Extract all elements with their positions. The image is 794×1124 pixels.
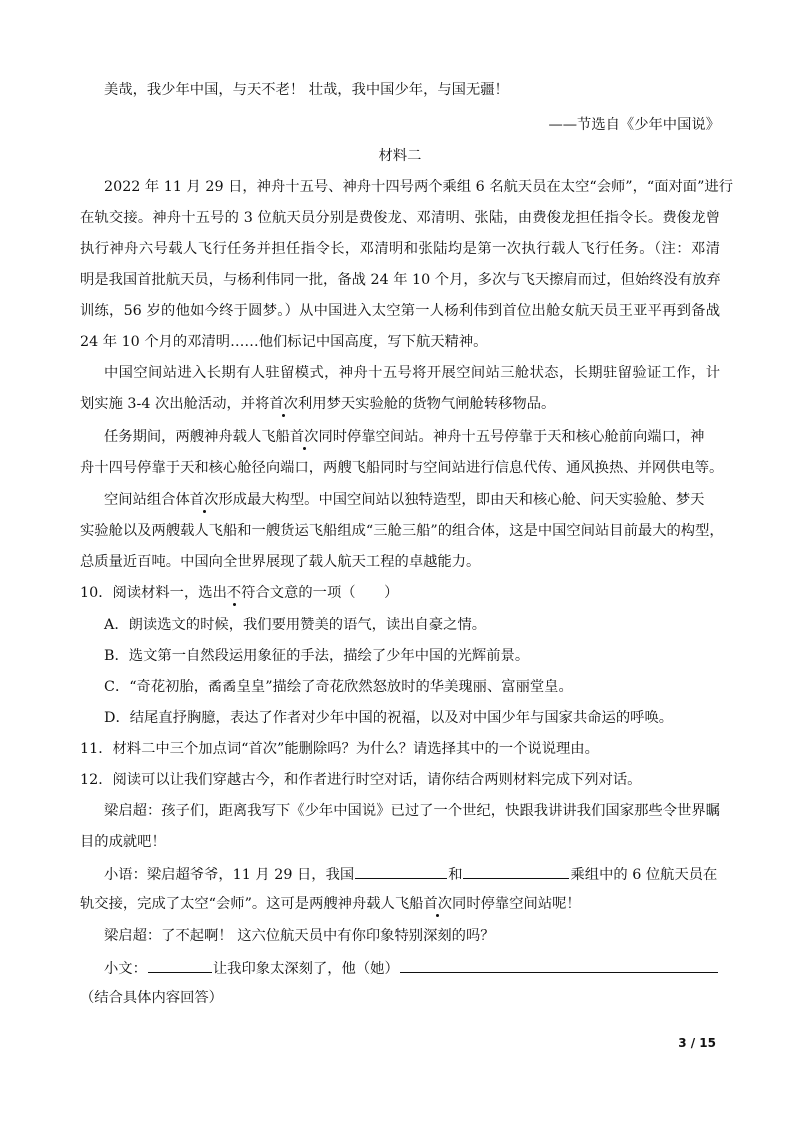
material2-heading: 材料二 xyxy=(378,148,422,164)
text-segment: 同时停靠空间站。神舟十五号停靠于天和核心舱前向端口，神 xyxy=(318,429,705,445)
material1-source: ——节选自《少年中国说》 xyxy=(548,117,720,133)
text-segment: 乘组中的 6 位航天员在 xyxy=(570,867,718,883)
material2-p1-line5: 训练，56 岁的他如今终于圆梦。）从中国进入太空第一人杨利伟到首位出舱女航天员王亚平再到备战 xyxy=(80,303,720,319)
material2-p4-line2: 实验舱以及两艘载人飞船和一艘货运飞船组成“三舱三船”的组合体，这是中国空间站目前最大的构型， xyxy=(80,523,724,539)
material2-p1-line1: 2022 年 11 月 29 日，神舟十五号、神舟十四号两个乘组 6 名航天员在太空“会师”，“面对面”进行 xyxy=(104,179,734,195)
answer-blank-1[interactable] xyxy=(355,863,447,879)
dotted-word-not: 不 xyxy=(226,585,242,601)
dotted-word-first-time-1: 首次 xyxy=(269,396,298,412)
question-10-option-b: B．选文第一自然段运用象征的手法，描绘了少年中国的光辉前景。 xyxy=(104,648,530,664)
answer-blank-2[interactable] xyxy=(463,863,569,879)
text-segment: 轨交接，完成了太空“会师”。这可是两艘神舟载人飞船 xyxy=(80,896,424,912)
material2-p1-line2: 在轨交接。神舟十五号的 3 位航天员分别是费俊龙、邓清明、张陆，由费俊龙担任指令长。费俊龙曾 xyxy=(80,210,720,226)
material2-p1-line3: 执行神舟六号载人飞行任务并担任指令长，邓清明和张陆均是第一次执行载人飞行任务。（注：邓清 xyxy=(80,241,720,257)
text-segment: 划实施 3-4 次出舱活动，并将 xyxy=(80,396,270,412)
material2-p4-line1 xyxy=(104,490,720,510)
dialogue-liang-1-line1: 梁启超：孩子们，距离我写下《少年中国说》已过了一个世纪，快跟我讲讲我们国家那些令世界瞩 xyxy=(104,803,720,819)
question-10-stem xyxy=(80,583,720,603)
dialogue-xiaoyu-line1 xyxy=(104,863,720,885)
text-segment: 符合文意的一项（ ） xyxy=(241,585,399,601)
text-segment: 小语：梁启超爷爷，11 月 29 日，我国 xyxy=(104,867,355,883)
page-number: 3 / 15 xyxy=(678,1036,716,1050)
text-segment: 同时停靠空间站呢！ xyxy=(452,896,581,912)
answer-blank-4[interactable] xyxy=(400,957,718,973)
material2-p3-line2: 舟十四号停靠于天和核心舱径向端口，两艘飞船同时与空间站进行信息代传、通风换热、并网供电等。 xyxy=(80,460,724,476)
question-11: 11．材料二中三个加点词“首次”能删除吗？为什么？请选择其中的一个说说理由。 xyxy=(80,741,599,757)
text-segment: 利用梦天实验舱的货物气闸舱转移物品。 xyxy=(297,396,556,412)
question-10-option-d: D．结尾直抒胸臆，表达了作者对少年中国的祝福，以及对中国少年与国家共命运的呼唤。 xyxy=(104,710,674,726)
question-10-option-c: C．“奇花初胎，矞矞皇皇”描绘了奇花欣然怒放时的华美瑰丽、富丽堂皇。 xyxy=(104,679,573,695)
text-segment: 小文： xyxy=(104,961,147,977)
dialogue-liang-2: 梁启超：了不起啊！ 这六位航天员中有你印象特别深刻的吗？ xyxy=(104,928,495,944)
dialogue-liang-1-line2: 目的成就吧！ xyxy=(80,834,166,850)
text-segment: 形成最大构型。中国空间站以独特造型，即由天和核心舱、问天实验舱、梦天 xyxy=(218,492,705,508)
dotted-word-first-time-3: 首次 xyxy=(189,492,219,508)
material2-p2-line2 xyxy=(80,394,720,414)
text-segment: 让我印象太深刻了，他（她） xyxy=(212,961,399,977)
text-segment: 任务期间，两艘神舟载人飞船 xyxy=(104,429,290,445)
dotted-word-first-time-2: 首次 xyxy=(289,429,319,445)
text-segment: 和 xyxy=(448,867,463,883)
dialogue-xiaowen xyxy=(104,957,720,979)
material2-p4-line3: 总质量近百吨。中国向全世界展现了载人航天工程的卓越能力。 xyxy=(80,554,481,570)
material2-p1-line4: 明是我国首批航天员，与杨利伟同一批，备战 24 年 10 个月，多次与飞天擦肩而过，但始终没有放弃 xyxy=(80,272,721,288)
question-12-stem: 12．阅读可以让我们穿越古今，和作者进行时空对话，请你结合两则材料完成下列对话。 xyxy=(80,772,642,788)
text-segment: 10．阅读材料一，选出 xyxy=(80,585,227,601)
text-segment: 空间站组合体 xyxy=(104,492,190,508)
material1-closing-line: 美哉，我少年中国，与天不老！ 壮哉，我中国少年，与国无疆！ xyxy=(104,82,509,98)
material2-p1-line6: 24 年 10 个月的邓清明……他们标记中国高度，写下航天精神。 xyxy=(80,334,488,350)
dotted-word-first-time-4: 首次 xyxy=(423,896,453,912)
material2-p3-line1 xyxy=(104,427,720,447)
material2-p2-line1: 中国空间站进入长期有人驻留模式，神舟十五号将开展空间站三舱状态，长期驻留验证工作，计 xyxy=(104,365,720,381)
answer-blank-3[interactable] xyxy=(148,957,212,973)
question-10-option-a: A．朗读选文的时候，我们要用赞美的语气，读出自豪之情。 xyxy=(104,617,487,633)
dialogue-xiaoyu-line2 xyxy=(80,894,720,914)
dialogue-note: （结合具体内容回答） xyxy=(80,990,223,1006)
